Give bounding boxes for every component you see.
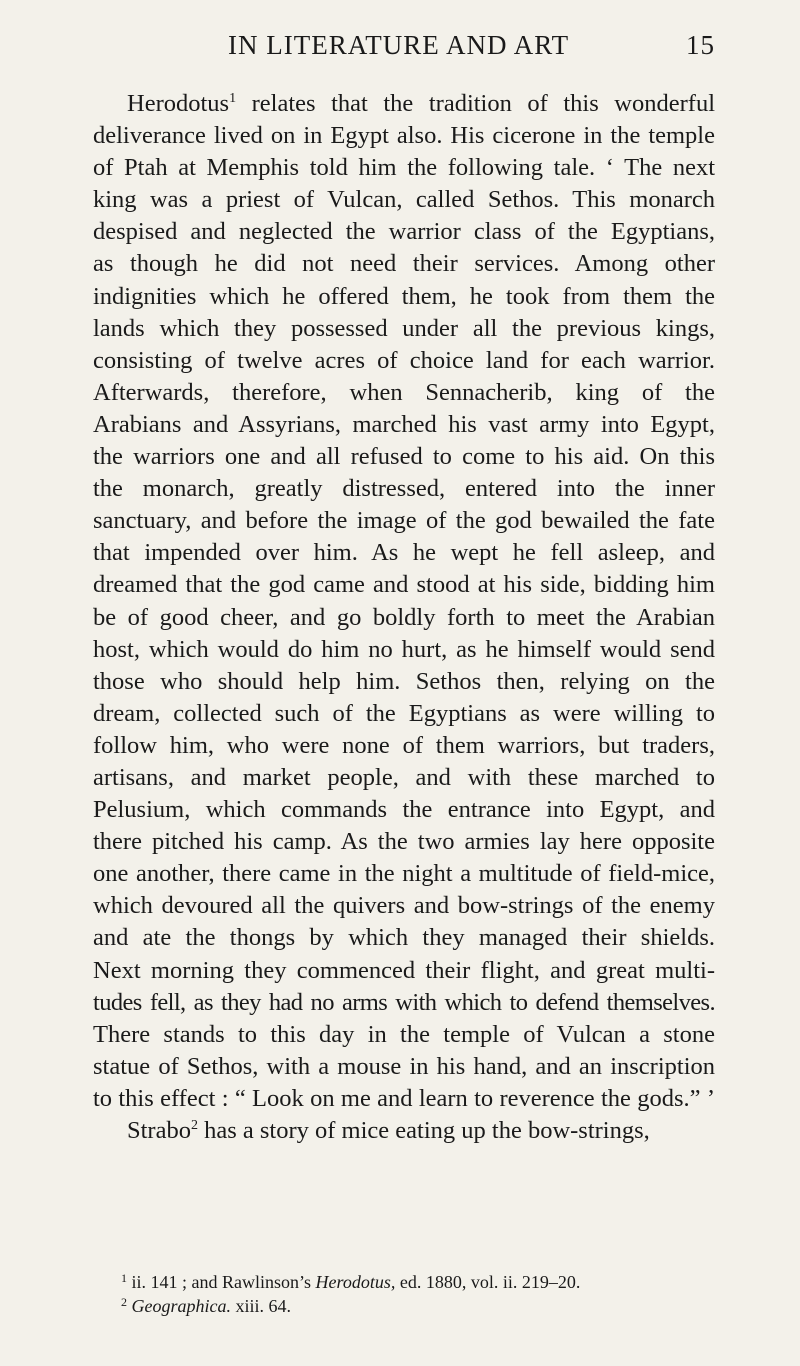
running-head: IN LITERATURE AND ART [228, 30, 570, 60]
text-line [93, 313, 715, 345]
line-text: be of good cheer, and go boldly forth to meet the Arabian [93, 603, 715, 631]
line-text: tudes fell, as they had no arms with which to defend themselves. [93, 988, 715, 1016]
page-number: 15 [686, 30, 715, 60]
text-line [93, 184, 715, 216]
line-text: lands which they possessed under all the previous kings, [93, 314, 715, 342]
text-line [93, 120, 715, 152]
text-line [93, 634, 715, 666]
footnote-title: Herodotus, [315, 1272, 396, 1292]
line-text: deliverance lived on in Egypt also. His cicerone in the temple [93, 122, 715, 150]
line-text: Pelusium, which commands the entrance into Egypt, and [93, 796, 715, 824]
line-text: Herodotus [127, 90, 230, 117]
footnote-text: ed. 1880, vol. ii. 219–20. [395, 1272, 581, 1292]
line-text: relates that the tradition of this wonderful [236, 90, 715, 117]
line-text: host, which would do him no hurt, as he himself would send [93, 635, 715, 663]
line-text: sanctuary, and before the image of the god bewailed the fate [93, 507, 715, 535]
text-line [93, 826, 715, 858]
text-line [93, 922, 715, 954]
text-line [93, 505, 715, 537]
line-text: dream, collected such of the Egyptians as were willing to [93, 699, 715, 727]
footnote-reference: 2 [190, 1118, 198, 1133]
line-text: there pitched his camp. As the two armies lay here opposite [93, 828, 715, 856]
text-line [93, 1051, 715, 1083]
line-text: the warriors one and all refused to come to his aid. On this [93, 443, 715, 471]
line-text: statue of Sethos, with a mouse in his hand, and an inscription [93, 1052, 715, 1080]
text-line [93, 377, 715, 409]
text-line [93, 987, 715, 1019]
text-line [93, 88, 715, 120]
line-text: There stands to this day in the temple of Vulcan a stone [93, 1020, 715, 1048]
line-text: consisting of twelve acres of choice land for each warrior. [93, 346, 715, 374]
text-line [93, 152, 715, 184]
page-header [93, 30, 715, 70]
line-text: as though he did not need their services. Among other [93, 250, 715, 278]
line-text: and ate the thongs by which they managed their shields. [93, 924, 715, 952]
line-text: to this effect : “ Look on me and learn to reverence the gods.” ’ [93, 1084, 715, 1112]
text-line [93, 441, 715, 473]
text-line [93, 666, 715, 698]
footnote-text: xiii. 64. [230, 1296, 291, 1316]
text-line [93, 409, 715, 441]
line-text: king was a priest of Vulcan, called Sethos. This monarch [93, 186, 715, 214]
text-line [93, 698, 715, 730]
text-line [93, 762, 715, 794]
text-line [93, 473, 715, 505]
text-line [93, 890, 715, 922]
footnotes [93, 1270, 715, 1318]
text-line [93, 1083, 715, 1115]
footnote [93, 1270, 715, 1294]
line-text: of Ptah at Memphis told him the following tale. ‘ The next [93, 154, 715, 182]
footnote-reference: 1 [229, 91, 237, 106]
line-text: artisans, and market people, and with these marched to [93, 763, 715, 791]
line-text: Arabians and Assyrians, marched his vast army into Egypt, [93, 410, 715, 438]
line-text: one another, there came in the night a multitude of field-mice, [93, 860, 715, 888]
text-line [93, 281, 715, 313]
line-text: Strabo [127, 1117, 191, 1144]
footnote-text: ii. 141 ; and Rawlinson’s [127, 1272, 316, 1292]
line-text: those who should help him. Sethos then, relying on the [93, 667, 715, 695]
text-line [93, 1115, 715, 1147]
line-text: which devoured all the quivers and bow-strings of the enemy [93, 892, 715, 920]
text-line [93, 730, 715, 762]
text-line [93, 569, 715, 601]
line-text: dreamed that the god came and stood at his side, bidding him [93, 571, 715, 599]
line-text: has a story of mice eating up the bow-strings, [197, 1117, 650, 1144]
text-line [93, 216, 715, 248]
text-line [93, 345, 715, 377]
line-text: Afterwards, therefore, when Sennacherib, king of the [93, 378, 715, 406]
line-text: the monarch, greatly distressed, entered into the inner [93, 475, 715, 503]
line-text: indignities which he offered them, he took from them the [93, 282, 715, 310]
text-line [93, 955, 715, 987]
line-text: that impended over him. As he wept he fell asleep, and [93, 539, 715, 567]
line-text: despised and neglected the warrior class of the Egyptians, [93, 218, 715, 246]
text-line [93, 794, 715, 826]
text-line [93, 858, 715, 890]
body-text [93, 88, 715, 1147]
footnote [93, 1294, 715, 1318]
footnote-title: Geographica. [131, 1296, 231, 1316]
text-line [93, 537, 715, 569]
footnote-mark: 1 [121, 1271, 127, 1285]
text-line [93, 602, 715, 634]
text-line [93, 1019, 715, 1051]
footnote-mark: 2 [121, 1295, 127, 1309]
text-line [93, 248, 715, 280]
line-text: follow him, who were none of them warriors, but traders, [93, 731, 715, 759]
line-text: Next morning they commenced their flight, and great multi- [93, 956, 715, 984]
